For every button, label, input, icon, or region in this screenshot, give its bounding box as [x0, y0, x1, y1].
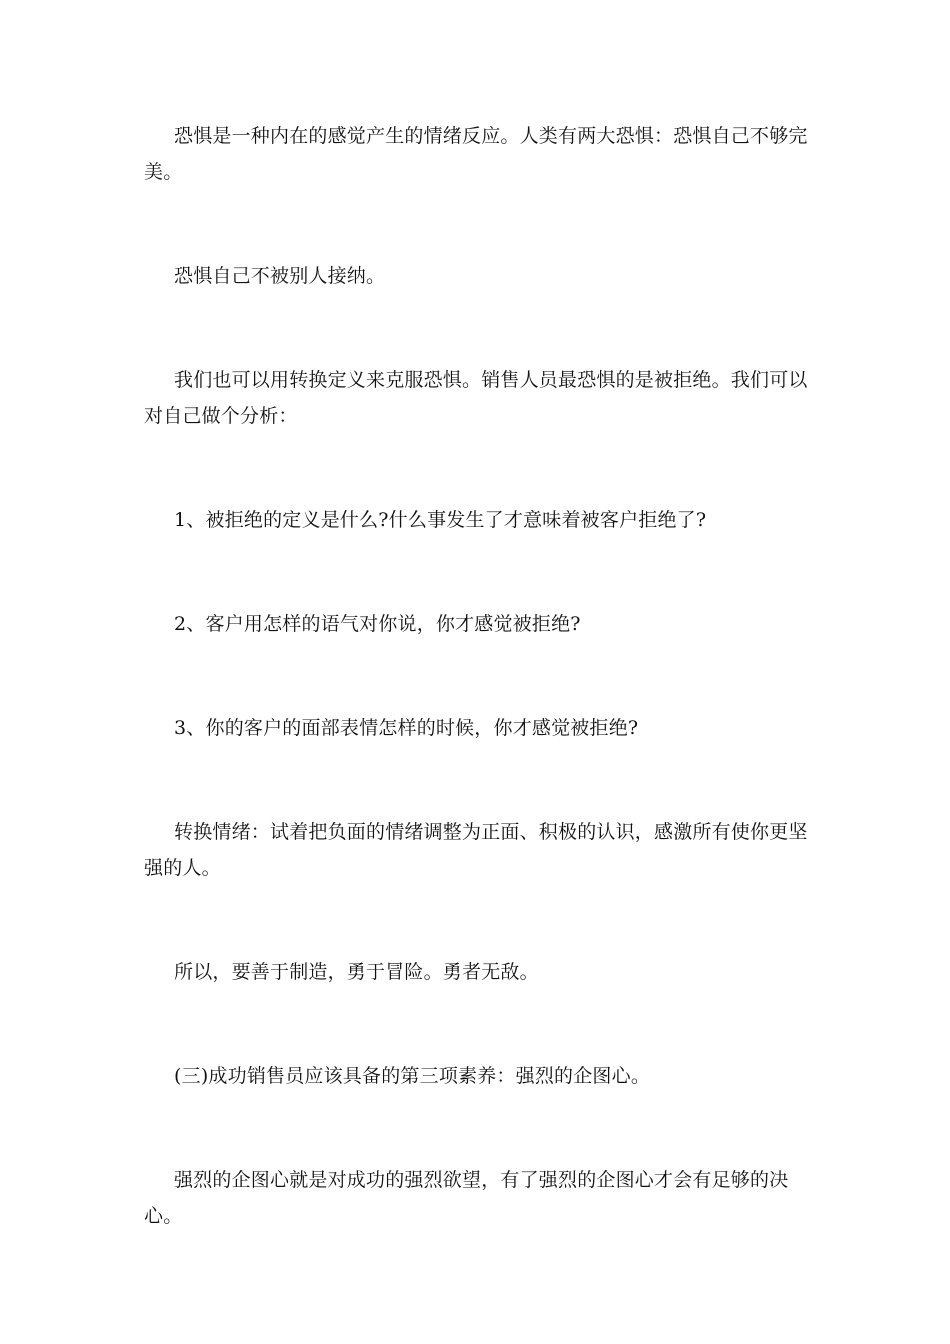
paragraph-question-1: 1、被拒绝的定义是什么?什么事发生了才意味着被客户拒绝了? [174, 509, 707, 531]
paragraph-question-2: 2、客户用怎样的语气对你说，你才感觉被拒绝? [174, 613, 581, 635]
paragraph-question-3: 3、你的客户的面部表情怎样的时候，你才感觉被拒绝? [174, 717, 639, 739]
paragraph-fear-definition: 恐惧是一种内在的感觉产生的情绪反应。人类有两大恐惧：恐惧自己不够完美。 [144, 125, 808, 183]
paragraph-fear-rejection: 恐惧自己不被别人接纳。 [174, 265, 386, 287]
paragraph-transform-definition: 我们也可以用转换定义来克服恐惧。销售人员最恐惧的是被拒绝。我们可以对自己做个分析： [144, 369, 808, 427]
paragraph-courage: 所以，要善于制造，勇于冒险。勇者无敌。 [174, 961, 539, 983]
paragraph-transform-emotion: 转换情绪：试着把负面的情绪调整为正面、积极的认识，感激所有使你更坚强的人。 [144, 821, 808, 879]
paragraph-section-three-heading: (三)成功销售员应该具备的第三项素养：强烈的企图心。 [174, 1065, 651, 1087]
paragraph-ambition: 强烈的企图心就是对成功的强烈欲望，有了强烈的企图心才会有足够的决心。 [144, 1169, 789, 1227]
